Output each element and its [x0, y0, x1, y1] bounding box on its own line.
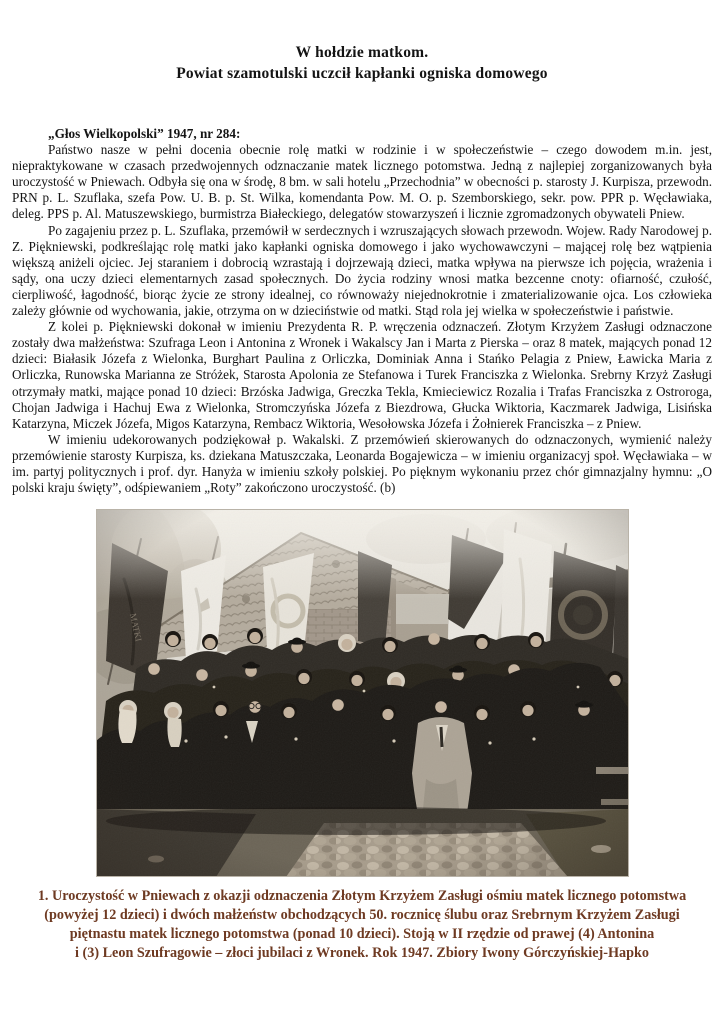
- photo-caption-line: i (3) Leon Szufragowie – złoci jubilaci z Wronek. Rok 1947. Zbiory Iwony Górczyńskiej-Hapko: [75, 945, 649, 962]
- article-title: [0, 0, 724, 84]
- article-paragraph: Państwo nasze w pełni docenia obecnie rolę matki w rodzinie i w społeczeństwie – czego dowodem m.in. jest, niepraktykowane w czasach przedwojennych odznaczanie matek licznego potomstwa. Jedną z najlepiej zorganizowanych była uroczystość w Pniewach. Odbyła się ona w środę, 8 bm. w sali hotelu „Przechodnia” w obecności p. starosty J. Kurpisza, przewodn. PRN p. L. Szuflaka, szefa Pow. U. B. p. St. Wilka, komendanta Pow. M. O. p. Szemborskiego, sekr. pow. PPR p. Węcławiaka, deleg. PPS p. Al. Matuszewskiego, burmistrza Białeckiego, delegatów stowarzyszeń i licznie zgromadzonych obywateli Pniew.: [12, 142, 712, 222]
- photo-caption-line: (powyżej 12 dzieci) i dwóch małżeństw obchodzących 50. rocznicę ślubu oraz Srebrnym Krzyżem Zasługi: [44, 907, 680, 924]
- photo-caption-line: piętnastu matek licznego potomstwa (ponad 10 dzieci). Stoją w II rzędzie od prawej (4) Antonina: [69, 926, 655, 943]
- photo-vignette: [96, 509, 629, 877]
- article-paragraph: Z kolei p. Piękniewski dokonał w imieniu Prezydenta R. P. wręczenia odznaczeń. Złotym Krzyżem Zasługi odznaczone zostały dwa małżeństwa: Szufraga Leon i Antonina z Wronek i Wakalscy Jan i Marta z Pierska – oraz 8 matek, mających ponad 12 dzieci: Białasik Józefa z Wielonka, Burghart Paulina z Orliczka, Dominiak Anna i Stańko Pelagia z Pniew, Ławicka Maria z Orliczka, Runowska Marianna ze Stróżek, Starosta Apolonia ze Stefanowa i Turek Franciszka z Wielonka. Srebrny Krzyż Zasługi otrzymały matki, mające ponad 10 dzieci: Brzóska Jadwiga, Greczka Tekla, Kmieciewicz Rozalia i Trafas Franciszka z Ostroroga, Chojan Jadwiga i Hachuj Ewa z Wielonka, Stromczyńska Józefa z Biezdrowa, Głucka Wiktoria, Kaczmarek Jadwiga, Lisińska Katarzyna, Miczek Józefa, Migos Katarzyna, Rembacz Wiktoria, Wesołowska Józefa i Żołnierek Franciszka – z Pniew.: [12, 319, 712, 431]
- article-paragraph: Po zagajeniu przez p. L. Szuflaka, przemówił w serdecznych i wzruszających słowach przewodn. Wojew. Rady Narodowej p. Z. Piękniewski, podkreślając rolę matki jako kapłanki ogniska domowego i jako wychowawczyni – mającej rolę bez wątpienia większą aniżeli ojciec. Jej staraniem i dobrocią wzrastają i dojrzewają dzieci, matka wpływa na pierwsze ich pojęcia, wrażenia i sądy, ona uczy dzieci elementarnych zasad społecznych. Do życia rodziny wnosi matka bezcenne cnoty: ofiarność, czułość, cierpliwość, łagodność, biorąc życie ze strony idealnej, co równoważy niejednokrotnie i zmaterializowanie ojca. Los człowieka zależy głównie od wychowania, jakie, otrzyma on w dzieciństwie od matki. Stąd rola jej wielka w społeczeństwie i państwie.: [12, 222, 712, 319]
- photo-caption: [0, 887, 724, 963]
- source-citation: „Głos Wielkopolski” 1947, nr 284:: [48, 126, 241, 141]
- article-body: [12, 126, 712, 496]
- article-title-line2: Powiat szamotulski uczcił kapłanki ogniska domowego: [176, 64, 548, 82]
- group-photo-illustration: [96, 509, 629, 877]
- photo-caption-line: 1. Uroczystość w Pniewach z okazji odznaczenia Złotym Krzyżem Zasługi ośmiu matek licznego potomstwa: [37, 888, 687, 905]
- article-title-line1: W hołdzie matkom.: [295, 44, 429, 61]
- group-photo: [96, 509, 629, 877]
- article-paragraph: W imieniu udekorowanych podziękował p. Wakalski. Z przemówień skierowanych do odznaczonych, wymienić należy przemówienie starosty Kurpisza, ks. dziekana Matuszczaka, Leonarda Bogajewicza – w imieniu organizacyj społ. Węcławiaka – w im. partyj politycznych i prof. dyr. Hanyża w imieniu szkoły polskiej. Po pięknym wykonaniu przez chór gimnazjalny hymnu: „O polski kraju święty”, odśpiewaniem „Roty” zakończono uroczystość. (b): [12, 431, 712, 496]
